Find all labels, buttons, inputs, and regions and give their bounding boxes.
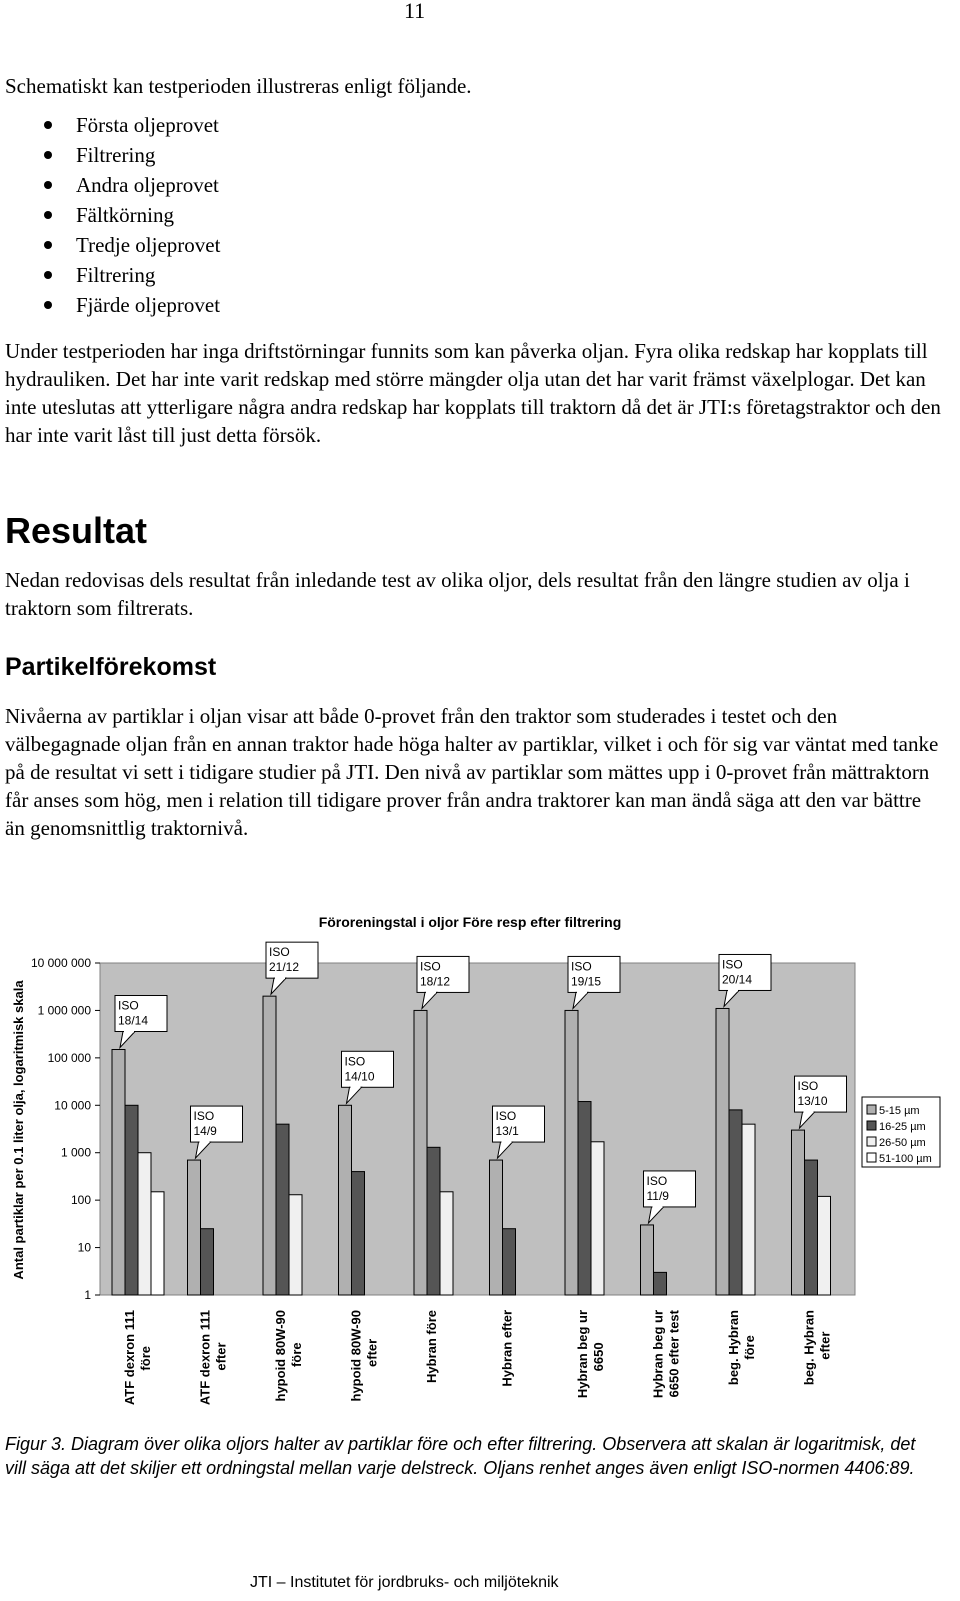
iso-callout-label: ISO bbox=[118, 998, 139, 1013]
legend-label: 51-100 µm bbox=[879, 1153, 932, 1165]
iso-callout-label: ISO bbox=[571, 959, 592, 974]
iso-callout-label: ISO bbox=[193, 1109, 215, 1124]
y-tick-label: 100 bbox=[70, 1193, 91, 1208]
legend-swatch bbox=[867, 1137, 876, 1146]
x-tick-label: ATF dexron 111före bbox=[122, 1310, 153, 1406]
page-number: 11 bbox=[404, 0, 426, 23]
paragraph-testperiod: Under testperioden har inga driftstörningar funnits som kan påverka oljan. Fyra olika redskap har kopplats till hydrauliken. Det har inte varit redskap med större mängder olja utan det har varit främst växelplogar. Det kan inte uteslutas att ytterligare några andra redskap har kopplats till traktorn då det är JTI:s företagstraktor och den har inte varit låst till just detta försök. bbox=[5, 339, 941, 447]
iso-callout-label: ISO bbox=[646, 1173, 668, 1188]
y-tick-label: 1 000 000 bbox=[37, 1003, 91, 1018]
bar bbox=[339, 1105, 352, 1295]
iso-callout-value: 14/10 bbox=[344, 1069, 375, 1084]
step-item: Andra oljeprovet bbox=[5, 170, 220, 200]
bar bbox=[440, 1192, 453, 1295]
iso-callout-value: 11/9 bbox=[646, 1188, 669, 1203]
legend-label: 5-15 µm bbox=[879, 1105, 920, 1117]
step-item: Filtrering bbox=[5, 260, 220, 290]
bar bbox=[201, 1229, 214, 1295]
steps-list bbox=[5, 110, 220, 320]
bar bbox=[188, 1160, 201, 1295]
bar bbox=[151, 1192, 164, 1295]
x-tick-label: Hybran före bbox=[424, 1310, 439, 1383]
chart-title: Föroreningstal i oljor Före resp efter filtrering bbox=[318, 914, 622, 930]
y-tick-label: 1 000 bbox=[60, 1145, 91, 1160]
step-item: Fjärde oljeprovet bbox=[5, 290, 220, 320]
bar bbox=[578, 1102, 591, 1295]
bar bbox=[352, 1172, 365, 1295]
x-tick-label: Hybran beg ur6650 efter test bbox=[650, 1310, 682, 1399]
heading-resultat: Resultat bbox=[5, 510, 148, 551]
bar bbox=[490, 1160, 503, 1295]
iso-callout-label: ISO bbox=[269, 945, 290, 960]
iso-callout-label: ISO bbox=[495, 1109, 517, 1124]
iso-callout-label: ISO bbox=[722, 957, 743, 972]
intro-text: Schematiskt kan testperioden illustreras enligt följande. bbox=[5, 74, 472, 98]
bar bbox=[729, 1110, 742, 1295]
iso-callout-value: 14/9 bbox=[193, 1124, 217, 1139]
bar bbox=[503, 1229, 516, 1295]
iso-callout-label: ISO bbox=[420, 959, 441, 974]
bar bbox=[641, 1225, 654, 1295]
legend-swatch bbox=[867, 1153, 876, 1162]
paragraph-partikel: Nivåerna av partiklar i oljan visar att både 0-provet från den traktor som studerades i testet och den välbegagnade oljan från en annan traktor hade höga halter av partiklar, vilket i och för sig var väntat med tanke på de resultat vi sett i tidigare studier på JTI. Den nivå av partiklar som mättes upp i 0-provet från mättraktorn får anses som hög, men i relation till tidigare prover från andra traktorer kan man ändå säga att den var bättre än genomsnittlig traktornivå. bbox=[5, 704, 939, 840]
iso-callout-value: 19/15 bbox=[571, 974, 602, 989]
page-footer: JTI – Institutet för jordbruks- och miljöteknik bbox=[250, 1574, 559, 1591]
paragraph-resultat: Nedan redovisas dels resultat från inledande test av olika oljor, dels resultat från den längre studien av olja i traktorn som filtrerats. bbox=[5, 568, 910, 620]
bar bbox=[112, 1050, 125, 1295]
bar bbox=[805, 1160, 818, 1295]
bar bbox=[125, 1105, 138, 1295]
bar bbox=[263, 996, 276, 1295]
bar bbox=[276, 1124, 289, 1295]
iso-callout-value: 18/12 bbox=[420, 974, 451, 989]
step-item: Tredje oljeprovet bbox=[5, 230, 220, 260]
bar bbox=[792, 1130, 805, 1295]
heading-partikelforekomst: Partikelförekomst bbox=[5, 653, 217, 681]
x-tick-label: beg. Hybranefter bbox=[801, 1310, 833, 1386]
y-axis-label: Antal partiklar per 0.1 liter olja, logaritmisk skala bbox=[11, 980, 26, 1280]
step-item: Fältkörning bbox=[5, 200, 220, 230]
legend-label: 26-50 µm bbox=[879, 1137, 926, 1149]
x-tick-label: ATF dexron 111efter bbox=[197, 1310, 229, 1406]
x-tick-label: Hybran beg ur6650 bbox=[575, 1310, 606, 1399]
y-tick-label: 10 bbox=[77, 1240, 91, 1255]
bar bbox=[565, 1010, 578, 1295]
iso-callout-value: 13/10 bbox=[797, 1094, 828, 1109]
x-tick-label: hypoid 80W-90före bbox=[273, 1310, 304, 1402]
x-tick-label: hypoid 80W-90efter bbox=[348, 1310, 380, 1402]
iso-callout-value: 13/1 bbox=[495, 1124, 519, 1139]
bar bbox=[654, 1272, 667, 1295]
y-tick-label: 100 000 bbox=[47, 1050, 91, 1065]
step-item: Filtrering bbox=[5, 140, 220, 170]
y-tick-label: 10 000 bbox=[54, 1098, 91, 1113]
iso-callout-label: ISO bbox=[344, 1054, 366, 1069]
legend-swatch bbox=[867, 1121, 876, 1130]
bar bbox=[818, 1196, 831, 1295]
y-tick-label: 1 bbox=[84, 1288, 91, 1302]
figure-caption: Figur 3. Diagram över olika oljors halter av partiklar före och efter filtrering. Observera att skalan är logaritmisk, det vill säga att det skiljer ett ordningstal mellan varje delstreck. Oljans renhet anges även enligt ISO-normen 4406:89. bbox=[5, 1434, 916, 1478]
bar bbox=[427, 1147, 440, 1295]
iso-callout-value: 18/14 bbox=[118, 1013, 149, 1028]
bar bbox=[289, 1195, 302, 1295]
bar bbox=[138, 1153, 151, 1295]
legend-swatch bbox=[867, 1105, 876, 1114]
y-tick-label: 10 000 000 bbox=[30, 956, 91, 970]
legend-label: 16-25 µm bbox=[879, 1121, 926, 1133]
particle-chart bbox=[0, 905, 950, 1415]
iso-callout-label: ISO bbox=[797, 1079, 819, 1094]
bar bbox=[591, 1142, 604, 1295]
bar bbox=[742, 1124, 755, 1295]
bar bbox=[414, 1010, 427, 1295]
x-tick-label: Hybran efter bbox=[499, 1310, 515, 1387]
bar bbox=[716, 1008, 729, 1295]
iso-callout-value: 21/12 bbox=[269, 960, 300, 975]
iso-callout-value: 20/14 bbox=[722, 972, 753, 987]
step-item: Första oljeprovet bbox=[5, 110, 220, 140]
x-tick-label: beg. Hybranföre bbox=[726, 1310, 757, 1386]
